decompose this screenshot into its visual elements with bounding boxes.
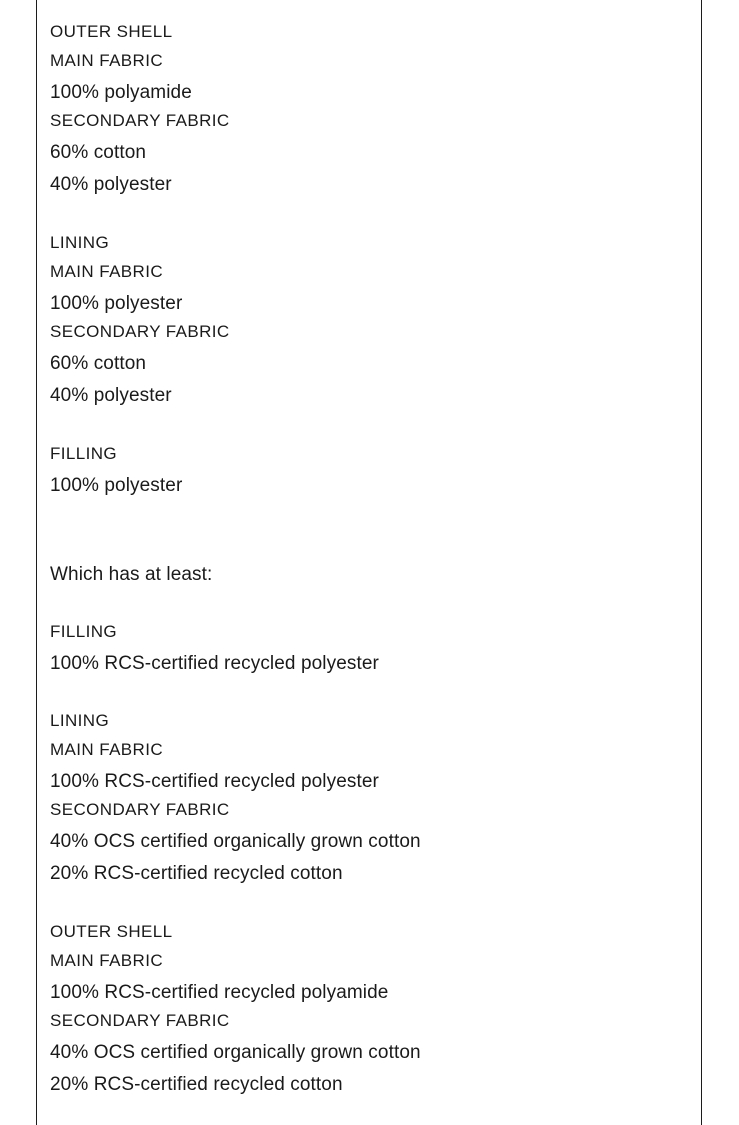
subheading-secondary-fabric: SECONDARY FABRIC <box>50 322 230 341</box>
certified-material-value: 40% OCS certified organically grown cotton <box>50 831 421 852</box>
section-heading-lining: LINING <box>50 233 110 252</box>
material-value: 40% polyester <box>50 174 172 195</box>
material-value: 100% polyester <box>50 293 183 314</box>
subheading-main-fabric: MAIN FABRIC <box>50 951 164 970</box>
certified-material-value: 40% OCS certified organically grown cotton <box>50 1042 421 1063</box>
subheading-secondary-fabric: SECONDARY FABRIC <box>50 111 230 130</box>
certified-material-value: 100% RCS-certified recycled polyamide <box>50 982 389 1003</box>
certified-material-value: 20% RCS-certified recycled cotton <box>50 863 343 884</box>
section-heading-filling: FILLING <box>50 622 118 641</box>
certified-material-value: 100% RCS-certified recycled polyester <box>50 653 379 674</box>
section-heading-lining: LINING <box>50 711 110 730</box>
material-value: 100% polyamide <box>50 82 192 103</box>
material-value: 60% cotton <box>50 353 147 374</box>
section-heading-outer-shell: OUTER SHELL <box>50 922 173 941</box>
certified-material-value: 20% RCS-certified recycled cotton <box>50 1074 343 1095</box>
section-heading-filling: FILLING <box>50 444 118 463</box>
certification-intro: Which has at least: <box>50 564 213 585</box>
material-value: 40% polyester <box>50 385 172 406</box>
section-heading-outer-shell: OUTER SHELL <box>50 22 173 41</box>
subheading-main-fabric: MAIN FABRIC <box>50 51 164 70</box>
material-value: 60% cotton <box>50 142 147 163</box>
subheading-secondary-fabric: SECONDARY FABRIC <box>50 800 230 819</box>
certified-material-value: 100% RCS-certified recycled polyester <box>50 771 379 792</box>
subheading-main-fabric: MAIN FABRIC <box>50 740 164 759</box>
subheading-secondary-fabric: SECONDARY FABRIC <box>50 1011 230 1030</box>
material-value: 100% polyester <box>50 475 183 496</box>
subheading-main-fabric: MAIN FABRIC <box>50 262 164 281</box>
